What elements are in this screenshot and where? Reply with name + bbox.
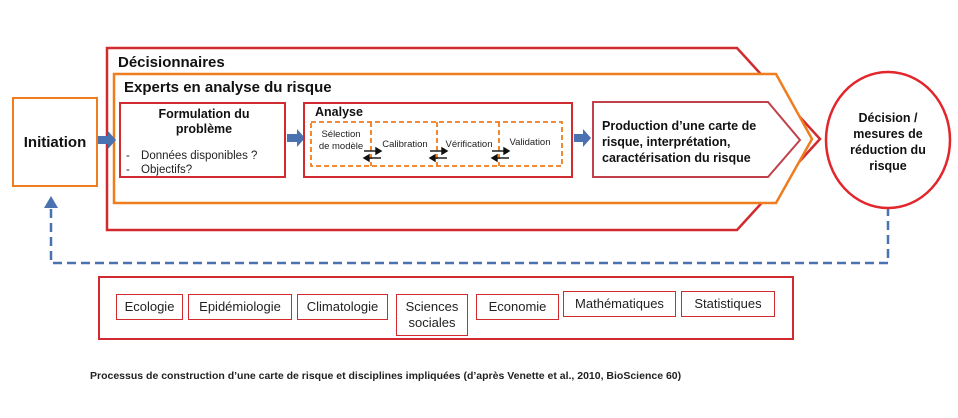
step-calibration: Calibration (382, 139, 428, 150)
discipline-ecologie: Ecologie (116, 294, 183, 320)
step-validation: Validation (509, 137, 551, 148)
formulation-item-1 (126, 150, 257, 162)
bullet-2: - (126, 164, 130, 176)
analyse-title: Analyse (315, 105, 363, 119)
production-label: Production d’une carte de risque, interprétation, caractérisation du risque (602, 119, 757, 165)
discipline-climatologie: Climatologie (297, 294, 388, 320)
step-selection-modele: Sélection de modèle (318, 129, 364, 152)
formulation-item-1-text: Données disponibles ? (141, 150, 258, 162)
initiation-label: Initiation (23, 133, 87, 151)
experts-label: Experts en analyse du risque (124, 79, 332, 96)
discipline-sciences-sociales: Sciences sociales (396, 294, 468, 336)
formulation-box (119, 102, 286, 178)
formulation-item-2 (126, 164, 192, 176)
formulation-item-2-text: Objectifs? (141, 164, 193, 176)
discipline-mathematiques: Mathématiques (563, 291, 676, 317)
discipline-epidemiologie: Epidémiologie (188, 294, 292, 320)
feedback-arrowhead (44, 196, 58, 208)
decision-label: Décision / mesures de réduction du risque (850, 111, 926, 173)
formulation-title: Formulation du problème (158, 107, 250, 136)
figure-caption: Processus de construction d’une carte de risque et disciplines impliquées (d’après Venette et al., 2010, BioScience 60) (90, 370, 682, 382)
initiation-box (12, 97, 98, 187)
step-verification: Vérification (445, 139, 493, 150)
discipline-economie: Economie (476, 294, 559, 320)
decisionnaires-label: Décisionnaires (118, 54, 225, 71)
discipline-statistiques: Statistiques (681, 291, 775, 317)
bullet-1: - (126, 150, 130, 162)
